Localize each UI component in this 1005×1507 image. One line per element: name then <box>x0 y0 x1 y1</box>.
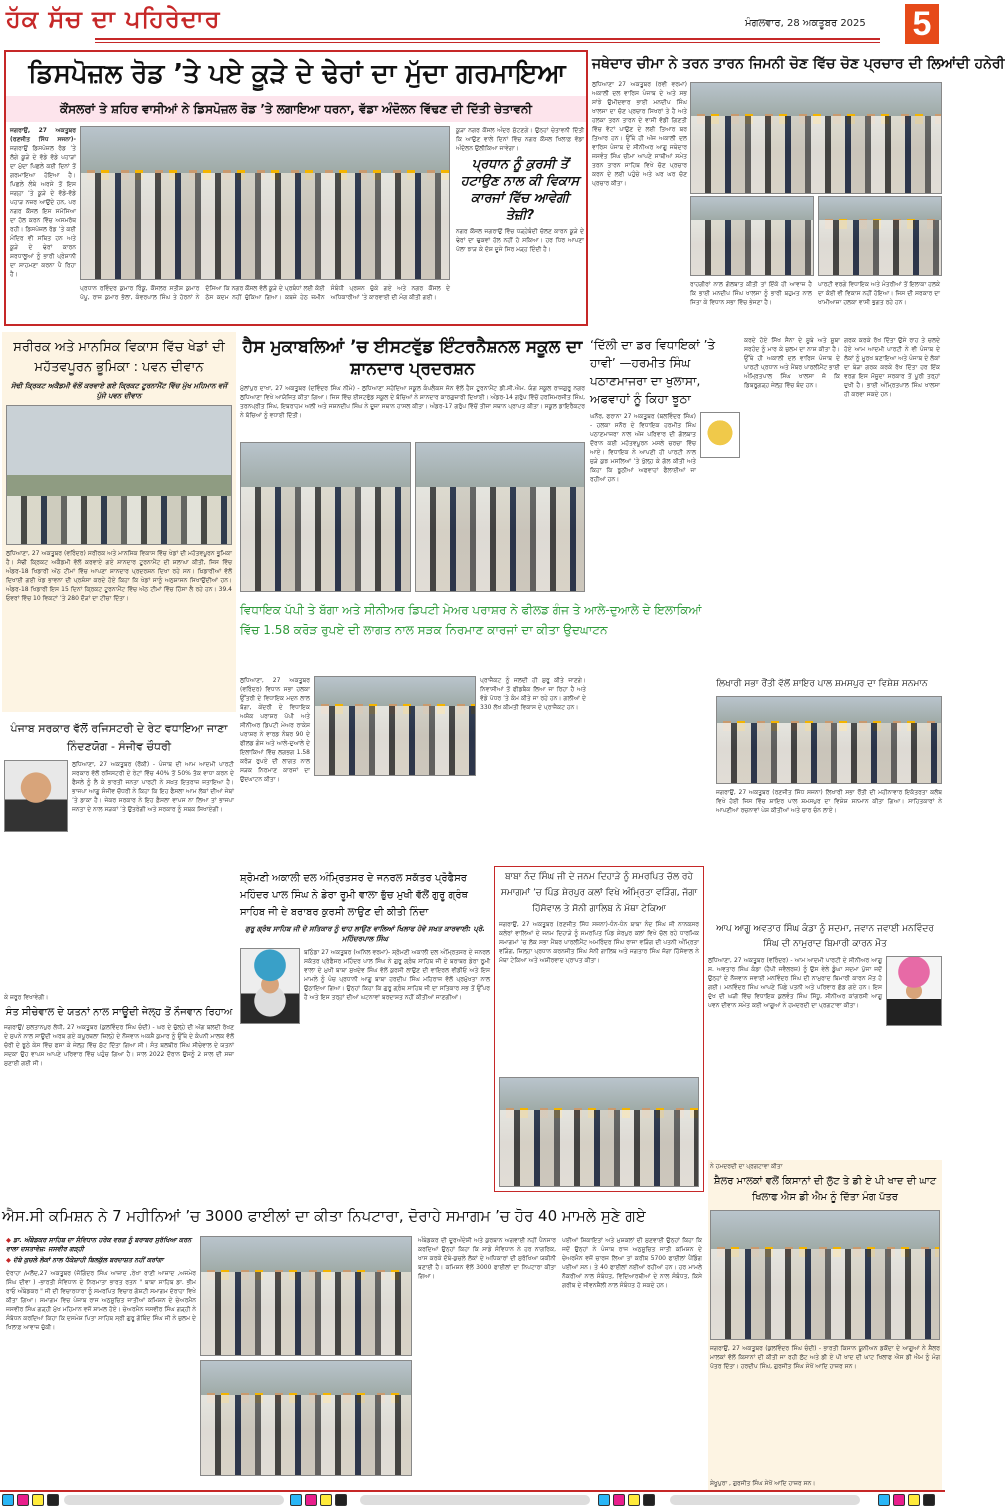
hass-photo-left <box>240 442 411 592</box>
sheller-story <box>708 1160 942 1490</box>
seechewal-body: ਜਗਰਾਉਂ/ ਸੁਲਤਾਨਪੁਰ ਲੋਧੀ, 27 ਅਕਤੂਬਰ (ਕੁਲਵਿੰਦਰ ਸਿੰਘ ਚੰਦੀ) - ਘਰ ਦੇ ਚੁੱਲ੍ਹੇ ਦੀ ਅੱਗ ਬਲਦੀ ਰੱਖਣ ਦੇ ਸੁਪਨੇ ਨਾਲ ਸਾਊਦੀ ਅਰਬ ਗਏ ਕਪੂਰਥਲਾ ਜ਼ਿਲ੍ਹੇ ਦੇ ਨੌਜਵਾਨ ਅਕਸ਼ੈ ਕੁਮਾਰ ਨੂੰ ਉੱਥੇ ਦੇ ਕੰਪਨੀ ਮਾਲਕ ਵੱਲੋਂ ਚੋਰੀ ਦੇ ਝੂਠੇ ਕੇਸ ਵਿੱਚ ਫਸਾ ਕੇ ਜੇਲ੍ਹ ਵਿੱਚ ਸੁੱਟ ਦਿੱਤਾ ਗਿਆ ਸੀ। ਸੰਤ ਬਲਬੀਰ ਸਿੰਘ ਸੀਚੇਵਾਲ ਦੇ ਯਤਨਾਂ ਸਦਕਾ ਉਹ ਵਾਪਸ ਆਪਣੇ ਪਰਿਵਾਰ ਵਿੱਚ ਪਹੁੰਚ ਗਿਆ ਹੈ। ਸਾਲ 2022 ਦੌਰਾਨ ਉਸਨੂੰ 2 ਸਾਲ ਦੀ ਸਜ਼ਾ ਸੁਣਾਈ ਗਈ ਸੀ। <box>4 1024 234 1067</box>
cmyk-swatch <box>47 1494 59 1506</box>
kanda-closing: ਨੇ ਹਮਦਰਦੀ ਦਾ ਪ੍ਰਗਟਾਵਾ ਕੀਤਾ <box>710 1163 783 1170</box>
seechewal-story <box>2 1004 236 1192</box>
registry-body: ਲੁਧਿਆਣਾ, 27 ਅਕਤੂਬਰ (ਰੌਕੀ) - ਪੰਜਾਬ ਦੀ ਆਮ ਆਦਮੀ ਪਾਰਟੀ ਸਰਕਾਰ ਵੱਲੋਂ ਰਜਿਸਟਰੀ ਦੇ ਰੇਟਾਂ ਵਿੱਚ 40% ਤੋਂ 50% ਤੱਕ ਵਾਧਾ ਕਰਨ ਦੇ ਫੈਸਲੇ ਨੂੰ ਲੈ ਕੇ ਭਾਰਤੀ ਜਨਤਾ ਪਾਰਟੀ ਨੇ ਸਖ਼ਤ ਇਤਰਾਜ਼ ਜਤਾਇਆ ਹੈ। ਭਾਜਪਾ ਆਗੂ ਸੰਜੀਵ ਚੌਧਰੀ ਨੇ ਕਿਹਾ ਕਿ ਇਹ ਫੈਸਲਾ ਆਮ ਲੋਕਾਂ ਦੀਆਂ ਜੇਬਾਂ ’ਤੇ ਡਾਕਾ ਹੈ। ਜੇਕਰ ਸਰਕਾਰ ਨੇ ਇਹ ਫ਼ੈਸਲਾ ਵਾਪਸ ਨਾ ਲਿਆ ਤਾਂ ਭਾਜਪਾ ਜਨਤਾ ਦੇ ਨਾਲ ਸੜਕਾਂ ’ਤੇ ਉਤਰੇਗੀ ਅਤੇ ਸਰਕਾਰ ਨੂੰ ਸਬਕ ਸਿਖਾਏਗੀ। <box>72 761 234 813</box>
lead-story <box>4 50 588 326</box>
kurbani-headline: ਸ਼੍ਰੋਮਣੀ ਅਕਾਲੀ ਦਲ ਅੰਮ੍ਰਿਤਸਰ ਦੇ ਜਨਰਲ ਸਕੱਤਰ ਪ੍ਰੋਫੈਸਰ ਮਹਿੰਦਰ ਪਾਲ ਸਿੰਘ ਨੇ ਡੇਰਾ ਰੂਮੀ ਵਾਲਾ ਭੁੱਚ ਮੁਖੀ ਵੱਲੋਂ ਗੁਰੂ ਗ੍ਰੰਥ ਸਾਹਿਬ ਜੀ ਦੇ ਬਰਾਬਰ ਕੁਰਸੀ ਲਾਉਣ ਦੀ ਕੀਤੀ ਨਿੰਦਾ <box>240 873 468 918</box>
kanda-headline: ਆਪ ਆਗੂ ਅਵਤਾਰ ਸਿੰਘ ਕੰਡਾ ਨੂੰ ਸਦਮਾ, ਜਵਾਨ ਜਵਾਈ ਮਨਵਿੰਦਰ ਸਿੰਘ ਦੀ ਨਾਮੁਰਾਦ ਬਿਮਾਰੀ ਕਾਰਨ ਮੌਤ <box>716 924 934 949</box>
cmyk-swatch <box>598 1494 610 1506</box>
sc-audience-photo <box>200 1236 412 1356</box>
sc-body-3: ਪਈਆਂ ਸ਼ਿਕਾਇਤਾਂ ਅਤੇ ਮੁਸ਼ਕਲਾਂ ਦੀ ਸੁਣਵਾਈ ਉਨ੍ਹਾਂ ਕਿਹਾ ਕਿ ਜਦੋਂ ਉਨ੍ਹਾਂ ਨੇ ਪੰਜਾਬ ਰਾਜ ਅਨੁਸੂਚਿਤ ਜਾਤੀ ਕਮਿਸ਼ਨ ਦੇ ਚੇਅਰਮੈਨ ਵਜੋਂ ਚਾਰਜ ਲਿਆ ਤਾਂ ਕਰੀਬ 5700 ਫਾਈਲਾਂ ਪੈਂਡਿੰਗ ਪਈਆਂ ਸਨ। ਤੇ 40 ਫਾਈਲਾਂ ਨਈਆਂ ਰਹੀਆਂ ਹਨ। ਹਰ ਮਾਮਲੇ ਨੌਕਰੀਆਂ ਨਾਲ ਸੰਬੰਧਤ, ਵਿਦਿਆਰਥੀਆਂ ਦੇ ਨਾਲ ਸੰਬੰਧਤ, ਕਿਸੇ ਗਰੀਬ ਦੇ ਜੀਵਨਸ਼ੈਲੀ ਨਾਲ ਸੰਬੰਧਤ ਹੋ ਸਕਦੇ ਹਨ। <box>562 1237 702 1289</box>
likhari-award-photo <box>716 696 942 784</box>
newspaper-logo <box>6 4 221 33</box>
cmyk-swatch <box>2 1494 14 1506</box>
cmyk-swatch <box>893 1494 905 1506</box>
hass-photo-right <box>415 442 586 592</box>
cmyk-swatch <box>290 1494 302 1506</box>
lead-dateline: ਜਗਰਾਉਂ, 27 ਅਕਤੂਬਰ (ਰਣਜੀਤ ਸਿੱਧ ਸਜਨਾ)- <box>10 127 76 143</box>
lead-side-body: ਨਗਰ ਕੌਂਸਲ ਜਗਰਾਉਂ ਵਿੱਚ ਧੜ੍ਹੇਬੰਦੀ ਚੱਲਣ ਕਾਰਨ ਕੂੜੇ ਦੇ ਢੇਰਾਂ ਦਾ ਢੁਕਵਾਂ ਹੱਲ ਨਹੀਂ ਹੋ ਸਕਿਆ। ਹਰ ਧਿਰ ਆਪਣਾ ਪੱਲਾ ਝਾੜ ਕੇ ਦੋਸ਼ ਦੂਜੇ ਸਿਰ ਮੜ੍ਹ ਦਿੰਦੀ ਹੈ। <box>456 228 584 253</box>
lead-body-right: ਕੂੜਾ ਨਗਰ ਕੌਂਸਲ ਅੰਦਰ ਸੁੱਟਣਗੇ। ਉਨ੍ਹਾਂ ਚੇਤਾਵਨੀ ਦਿੱਤੀ ਕਿ ਆਉਣ ਵਾਲੇ ਦਿਨਾਂ ਵਿੱਚ ਨਗਰ ਕੌਂਸਲ ਖਿਲਾਫ਼ ਵੱਡਾ ਅੰਦੋਲਨ ਉਲੀਕਿਆ ਜਾਵੇਗਾ। <box>456 127 584 152</box>
lead-protest-photo <box>80 126 450 280</box>
registration-pill <box>670 1495 860 1505</box>
sc-body: ਦੋਰਾਹਾ /ਮਲੌਦ,27 ਅਕਤੂਬਰ (ਜੋਗਿੰਦਰ ਸਿੰਘ ਆਜ਼ਾਦ ,ਰੇਖਾ ਰਾਣੀ ਆਜ਼ਾਦ ,ਅਜਮੇਰ ਸਿੰਘ ਦੀਵਾ ) -ਭਾਰਤੀ ਸੰਵਿਧਾਨ ਦੇ ਨਿਰਮਾਤਾ ਭਾਰਤ ਰਤਨ " ਬਾਬਾ ਸਾਹਿਬ ਡਾ. ਭੀਮ ਰਾਓ ਅੰਬੇਡਕਰ " ਜੀ ਦੀ ਵਿਚਾਰਧਾਰਾ ਨੂੰ ਸਮਰਪਿਤ ਵਿਚਾਰ ਗੋਸ਼ਟੀ ਸਮਾਗਮ ਦੋਰਾਹਾ ਵਿਖੇ ਕੀਤਾ ਗਿਆ। ਸਮਾਗਮ ਵਿਚ ਪੰਜਾਬ ਰਾਜ ਅਨੁਸੂਚਿਤ ਜਾਤੀਆਂ ਕਮਿਸ਼ਨ ਦੇ ਚੇਅਰਮੈਨ ਜਸਵੀਰ ਸਿੰਘ ਗੜ੍ਹੀ ਮੁੱਖ ਮਹਿਮਾਨ ਵਜੋਂ ਸ਼ਾਮਲ ਹੋਏ। ਚੇਅਰਮੈਨ ਜਸਵੀਰ ਸਿੰਘ ਗੜ੍ਹੀ ਨੇ ਸੰਬੋਧਨ ਕਰਦਿਆਂ ਕਿਹਾ ਕਿ ਦਸਮੇਸ਼ ਪਿਤਾ ਸਾਹਿਬ ਸ੍ਰੀ ਗੁਰੂ ਗੋਬਿੰਦ ਸਿੰਘ ਜੀ ਨੇ ਜ਼ੁਲਮ ਦੇ ਖਿਲਾਫ਼ ਆਵਾਜ਼ ਚੁੱਕੀ। <box>6 1270 196 1331</box>
delhi-col-2: ਕਰਦੇ ਹੋਏ ਸਿੱਖ ਸੈਨਾ ਦੇ ਸੂਬੇ ਅਤੇ ਸੂਬਾ ਸਰਹੰਦ ਨੂੰ ਮਾਰ ਕੇ ਜ਼ੁਲਮ ਦਾ ਨਾਸ਼ ਕੀਤਾ ਹੈ। ਉੱਥੇ ਹੀ ਅਕਾਲੀ ਦਲ ਵਾਰਿਸ ਪੰਜਾਬ ਦੇ ਪਾਰਟੀ ਪ੍ਰਧਾਨ ਅਤੇ ਮੈਂਬਰ ਪਾਰਲੀਮੈਂਟ ਭਾਈ ਅੰਮ੍ਰਿਤਪਾਲ ਸਿੰਘ ਖਾਲਸਾ ਜੋ ਕਿ ਡਿਬਰੂਗੜ੍ਹ ਜੇਲ੍ਹ ਵਿੱਚ ਬੰਦ ਹਨ। <box>744 337 840 389</box>
lead-body-bottom: ਪ੍ਰਧਾਨ ਰਵਿੰਦਰ ਕੁਮਾਰ ਰਿੰਕੂ, ਕੌਂਸਲਰ ਸਤੀਸ਼ ਕੁਮਾਰ ਪੱਪੂ, ਰਾਜ ਕੁਮਾਰ ਭੱਲਾ, ਕੰਵਰਪਾਲ ਸਿੰਘ ਤੇ ਹੋਰਨਾਂ ਨੇ ਦੱਸਿਆ ਕਿ ਨਗਰ ਕੌਂਸਲ ਵੱਲੋਂ ਕੂੜੇ ਦੇ ਪ੍ਰਬੰਧਾਂ ਲਈ ਕੋਈ ਠੋਸ ਕਦਮ ਨਹੀਂ ਚੁੱਕਿਆ ਗਿਆ। ਕਬਜ਼ੇ ਹੇਠ ਜ਼ਮੀਨ ਸੰਬੰਧੀ ਪ੍ਰਸ਼ਨ ਚੁੱਕੇ ਗਏ ਅਤੇ ਨਗਰ ਕੌਂਸਲ ਦੇ ਅਧਿਕਾਰੀਆਂ ’ਤੇ ਕਾਰਵਾਈ ਦੀ ਮੰਗ ਕੀਤੀ ਗਈ। <box>80 285 450 301</box>
likhari-body: ਜਗਰਾਉਂ, 27 ਅਕਤੂਬਰ (ਰਣਜੀਤ ਸਿੱਧ ਸਜਨਾ) ਲਿਖਾਰੀ ਸਭਾ ਰੌਂਤੀ ਦੀ ਮਹੀਨਾਵਾਰ ਇਕੱਤਰਤਾ ਕਲੱਬ ਵਿਖੇ ਹੋਈ ਜਿਸ ਵਿੱਚ ਸ਼ਾਇਰ ਪਾਲ ਸ਼ਮਸਪੁਰ ਦਾ ਵਿਸ਼ੇਸ਼ ਸਨਮਾਨ ਕੀਤਾ ਗਿਆ। ਸਾਹਿਤਕਾਰਾਂ ਨੇ ਆਪਣੀਆਂ ਰਚਨਾਵਾਂ ਪੇਸ਼ ਕੀਤੀਆਂ ਅਤੇ ਚਾਰ ਚੰਨ ਲਾਏ। <box>716 789 942 814</box>
likhari-story <box>716 676 942 872</box>
kanda-body: ਲੁਧਿਆਣਾ, 27 ਅਕਤੂਬਰ (ਵਰਿੰਦਰ) - ਆਮ ਆਦਮੀ ਪਾਰਟੀ ਦੇ ਸੀਨੀਅਰ ਆਗੂ ਸ. ਅਵਤਾਰ ਸਿੰਘ ਕੰਡਾ (ਹੈਪੀ ਜਵੈਲਰਜ਼) ਨੂੰ ਉਸ ਵੇਲੇ ਡੂੰਘਾ ਸਦਮਾ ਪੁੱਜਾ ਜਦੋਂ ਉਨ੍ਹਾਂ ਦੇ ਨੌਜਵਾਨ ਜਵਾਈ ਮਨਵਿੰਦਰ ਸਿੰਘ ਦੀ ਨਾਮੁਰਾਦ ਬਿਮਾਰੀ ਕਾਰਨ ਮੌਤ ਹੋ ਗਈ। ਮਨਵਿੰਦਰ ਸਿੰਘ ਆਪਣੇ ਪਿੱਛੇ ਪਤਨੀ ਅਤੇ ਪਰਿਵਾਰ ਛੱਡ ਗਏ ਹਨ। ਇਸ ਦੁੱਖ ਦੀ ਘੜੀ ਵਿੱਚ ਵਿਧਾਇਕ ਕੁਲਵੰਤ ਸਿੰਘ ਸਿੱਧੂ, ਸੀਨੀਅਰ ਕਾਂਗਰਸੀ ਆਗੂ ਪਵਨ ਦੀਵਾਨ ਸਮੇਤ ਕਈ ਆਗੂਆਂ ਨੇ ਹਮਦਰਦੀ ਦਾ ਪ੍ਰਗਟਾਵਾ ਕੀਤਾ। <box>708 957 882 1009</box>
sheller-body: ਜਗਰਾਉਂ, 27 ਅਕਤੂਬਰ (ਕੁਲਵਿੰਦਰ ਸਿੰਘ ਚੰਦੀ) - ਭਾਰਤੀ ਕਿਸਾਨ ਯੂਨੀਅਨ ਡਕੌਂਦਾ ਦੇ ਆਗੂਆਂ ਨੇ ਸ਼ੈਲਰ ਮਾਲਕਾਂ ਵੱਲੋਂ ਕਿਸਾਨਾਂ ਦੀ ਕੀਤੀ ਜਾ ਰਹੀ ਲੁੱਟ ਅਤੇ ਡੀ ਏ ਪੀ ਖਾਦ ਦੀ ਘਾਟ ਖਿਲਾਫ ਐਸ ਡੀ ਐਮ ਨੂੰ ਮੰਗ ਪੱਤਰ ਦਿੱਤਾ। ਹਰਦੀਪ ਸਿੰਘ, ਗੁਰਜੀਤ ਸਿੰਘ ਸੇਖੋਂ ਆਦਿ ਹਾਜ਼ਰ ਸਨ। <box>710 1345 940 1370</box>
sc-bullet-2 <box>6 1256 196 1265</box>
delhi-body: ਘਨੌਰ, ਫਰਾਨਾ 27 ਅਕਤੂਬਰ (ਬਲਵਿੰਦਰ ਸਿੰਘ) - ਹਲਕਾ ਸਨੌਰ ਦੇ ਵਿਧਾਇਕ ਹਰਮੀਤ ਸਿੰਘ ਪਠਾਣਮਾਜਰਾ ਨਾਲ ਅੱਜ ਪਰਿਵਾਰ ਦੀ ਗੱਲਬਾਤ ਦੌਰਾਨ ਕਈ ਮਹੱਤਵਪੂਰਨ ਮਸਲੇ ਚਰਚਾ ਵਿੱਚ ਆਏ। ਵਿਧਾਇਕ ਨੇ ਆਪਣੀ ਹੀ ਪਾਰਟੀ ਨਾਲ ਜੁੜੇ ਕੁਝ ਮਸਲਿਆਂ ’ਤੇ ਖੁੱਲ੍ਹ ਕੇ ਗੱਲ ਕੀਤੀ ਅਤੇ ਕਿਹਾ ਕਿ ਝੂਠੀਆਂ ਅਫਵਾਹਾਂ ਫੈਲਾਈਆਂ ਜਾ ਰਹੀਆਂ ਹਨ। <box>590 413 696 483</box>
cmyk-swatch <box>32 1494 44 1506</box>
cmyk-swatch <box>320 1494 332 1506</box>
kanda-story <box>708 920 942 1158</box>
jathedar-story <box>592 50 1005 328</box>
sheller-closing: ਸ਼ੇਖੂਪੁਰਾ , ਗੁਰਜੀਤ ਸਿੰਘ ਸੇਖੋਂ ਆਦਿ ਹਾਜ਼ਰ ਸਨ। <box>710 1480 816 1487</box>
registry-story <box>2 716 236 1002</box>
baba-nand-story <box>494 866 704 1192</box>
jathedar-photo-main <box>690 82 942 194</box>
cmyk-swatch <box>335 1494 347 1506</box>
kurbani-subheadline: ਗੁਰੂ ਗ੍ਰੰਥ ਸਾਹਿਬ ਜੀ ਦੇ ਸਤਿਕਾਰ ਨੂੰ ਢਾਹ ਲਾਉਣ ਵਾਲਿਆਂ ਖਿਲਾਫ ਹੋਵੇ ਸਖਤ ਕਾਰਵਾਈ: ਪ੍ਰੋ. ਮਹਿੰਦਰਪਾਲ ਸਿੰਘ <box>245 925 485 943</box>
sc-left-column <box>6 1236 196 1482</box>
kurbani-story <box>240 868 490 1192</box>
jathedar-photo-meeting <box>690 196 814 276</box>
masthead-rule <box>95 38 880 40</box>
kanda-portrait-photo <box>886 956 942 1026</box>
footer-rule <box>0 1490 945 1492</box>
lead-right-column <box>456 126 584 324</box>
delhi-story <box>590 332 942 572</box>
sc-bullet-2-text: ਦੱਬੇ ਕੁਚਲੇ ਲੋਕਾਂ ਨਾਲ ਧੱਕੇਸ਼ਾਹੀ ਬਿਲਕੁੱਲ ਬਰਦਾਸ਼ਤ ਨਹੀਂ ਕਰਾਂਗਾ <box>13 1256 164 1264</box>
registry-headline: ਪੰਜਾਬ ਸਰਕਾਰ ਵੱਲੋਂ ਰਜਿਸਟਰੀ ਦੇ ਰੇਟ ਵਧਾਇਆ ਜਾਣਾ ਨਿੰਦਣਯੋਗ - ਸੰਜੀਵ ਚੌਧਰੀ <box>10 722 228 753</box>
jathedar-photo-street <box>818 196 942 276</box>
cmyk-swatch <box>878 1494 890 1506</box>
masthead <box>0 0 945 48</box>
sports-body: ਲੁਧਿਆਣਾ, 27 ਅਕਤੂਬਰ (ਵਰਿੰਦਰ) ਸਰੀਰਕ ਅਤੇ ਮਾਨਸਿਕ ਵਿਕਾਸ ਵਿੱਚ ਖੇਡਾਂ ਦੀ ਮਹੱਤਵਪੂਰਨ ਭੂਮਿਕਾ ਹੈ। ਸੋਢੀ ਕ੍ਰਿਕਟ ਅਕੈਡਮੀ ਵੱਲੋਂ ਕਰਵਾਏ ਗਏ ਸ਼ਾਨਦਾਰ ਟੂਰਨਾਮੈਂਟ ਦੀ ਸ਼ਲਾਘਾ ਕੀਤੀ, ਜਿਸ ਵਿੱਚ ਅੰਡਰ-18 ਖਿਡਾਰੀ ਅੱਠ ਟੀਮਾਂ ਵਿੱਚ ਆਪਣਾ ਸ਼ਾਨਦਾਰ ਪ੍ਰਦਰਸ਼ਨ ਦਿਖਾ ਰਹੇ ਸਨ। ਖ਼ਿਡਾਰੀਆਂ ਵੱਲੋਂ ਦਿਖਾਈ ਗਈ ਖੇਡ ਭਾਵਨਾ ਦੀ ਪ੍ਰਸ਼ੰਸਾ ਕਰਦੇ ਹੋਏ ਕਿਹਾ ਕਿ ਖੇਡਾਂ ਸਾਨੂੰ ਅਨੁਸ਼ਾਸਨ ਸਿਖਾਉਂਦੀਆਂ ਹਨ। ਅੰਡਰ-18 ਖਿਡਾਰੀ ਇਸ 15 ਦਿਨਾਂ ਕ੍ਰਿਕਟ ਟੂਰਨਾਮੈਂਟ ਵਿੱਚ ਅੱਠ ਟੀਮਾਂ ਵਿੱਚ ਹਿੱਸਾ ਲੈ ਰਹੇ ਹਨ। 39.4 ਓਵਰਾਂ ਵਿੱਚ 10 ਵਿਕਟਾਂ ’ਤੇ 280 ਦੌੜਾਂ ਦਾ ਟੀਚਾ ਦਿੱਤਾ। <box>6 550 232 602</box>
lead-body-left-text: ਜਗਰਾਉਂ ਡਿਸਪੋਜ਼ਲ ਰੋਡ ’ਤੇ ਲੱਗੇ ਕੂੜੇ ਦੇ ਵੱਡੇ ਵੱਡੇ ਪਹਾੜਾਂ ਦਾ ਮੁੱਦਾ ਪਿਛਲੇ ਕਈ ਦਿਨਾਂ ਤੋਂ ਗਰਮਾਇਆ ਹੋਇਆ ਹੈ। ਪਿਛਲੇ ਲੰਬੇ ਅਰਸੇ ਤੋਂ ਇਸ ਜਗ੍ਹਾ ’ਤੇ ਕੂੜੇ ਦੇ ਵੱਡੇ-ਵੱਡੇ ਪਹਾੜ ਨਜ਼ਰ ਆਉਂਦੇ ਹਨ, ਪਰ ਨਗਰ ਕੌਂਸਲ ਇਸ ਸਮੱਸਿਆ ਦਾ ਹੱਲ ਕਰਨ ਵਿੱਚ ਅਸਮਰੱਥ ਰਹੀ। ਡਿਸਪੋਜ਼ਲ ਰੋਡ ’ਤੇ ਕਈ ਮੰਦਿਰ ਵੀ ਸਥਿਤ ਹਨ ਅਤੇ ਕੂੜੇ ਦੇ ਢੇਰਾਂ ਕਾਰਨ ਸ਼ਰਧਾਲੂਆਂ ਨੂੰ ਭਾਰੀ ਪ੍ਰੇਸ਼ਾਨੀ ਦਾ ਸਾਹਮਣਾ ਕਰਨਾ ਪੈ ਰਿਹਾ ਹੈ। <box>10 145 76 278</box>
cmyk-swatch <box>923 1494 935 1506</box>
lead-body-left <box>10 126 76 324</box>
registration-pill <box>360 1495 590 1505</box>
hass-body: ਮੁੱਲਾਂਪੁਰ ਦਾਖਾ, 27 ਅਕਤੂਬਰ (ਦਵਿੰਦਰ ਸਿੰਘ ਨੀਮੇ) - ਲੁਧਿਆਣਾ ਸਹੋਦਿਆ ਸਕੂਲ ਕੰਪਲੈਕਸ ਜੋਨ ਵੱਲੋਂ ਹੈਸ ਟੂਰਨਾਮੈਂਟ ਡੀ.ਸੀ.ਐਮ. ਯੰਗ ਸਕੂਲ ਰਾਜਗੁਰੂ ਨਗਰ ਲੁਧਿਆਣਾ ਵਿਖੇ ਆਯੋਜਿਤ ਕੀਤਾ ਗਿਆ। ਜਿਸ ਵਿੱਚ ਈਸਟਵੁੱਡ ਸਕੂਲ ਦੇ ਬੱਚਿਆਂ ਨੇ ਸ਼ਾਨਦਾਰ ਕਾਰਗੁਜ਼ਾਰੀ ਦਿਖਾਈ। ਅੰਡਰ-14 ਗਰੁੱਪ ਵਿੱਚੋਂ ਹਰਸਿਮਰਜੀਤ ਸਿੰਘ, ਤਰਨਪ੍ਰੀਤ ਸਿੰਘ, ਇਬਰਾਹਮ ਅਲੀ ਅਤੇ ਜਸ਼ਨਦੀਪ ਸਿੰਘ ਨੇ ਦੂਜਾ ਸਥਾਨ ਹਾਸਲ ਕੀਤਾ। ਅੰਡਰ-17 ਗਰੁੱਪ ਵਿੱਚੋਂ ਤੀਜਾ ਸਥਾਨ ਪ੍ਰਾਪਤ ਕੀਤਾ। ਸਕੂਲ ਡਾਇਰੈਕਟਰ ਨੇ ਬੱਚਿਆਂ ਨੂੰ ਵਧਾਈ ਦਿੱਤੀ। <box>240 385 585 419</box>
pappi-body: ਲੁਧਿਆਣਾ, 27 ਅਕਤੂਬਰ (ਵਰਿੰਦਰ) ਵਿਧਾਨ ਸਭਾ ਹਲਕਾ ਉੱਤਰੀ ਦੇ ਵਿਧਾਇਕ ਮਦਨ ਲਾਲ ਬੱਗਾ, ਕੇਂਦਰੀ ਦੇ ਵਿਧਾਇਕ ਅਸ਼ੋਕ ਪਰਾਸ਼ਰ ਪੱਪੀ ਅਤੇ ਸੀਨੀਅਰ ਡਿਪਟੀ ਮੇਅਰ ਰਾਕੇਸ਼ ਪਰਾਸ਼ਰ ਨੇ ਵਾਰਡ ਨੰਬਰ 90 ਦੇ ਫੀਲਡ ਗੰਜ ਅਤੇ ਆਲੇ-ਦੁਆਲੇ ਦੇ ਇਲਾਕਿਆਂ ਵਿੱਚ ਲਗਭਗ 1.58 ਕਰੋੜ ਰੁਪਏ ਦੀ ਲਾਗਤ ਨਾਲ ਸੜਕ ਨਿਰਮਾਣ ਕਾਰਜਾਂ ਦਾ ਉਦਘਾਟਨ ਕੀਤਾ। <box>240 677 310 783</box>
sc-headline: ਐਸ.ਸੀ ਕਮਿਸ਼ਨ ਨੇ 7 ਮਹੀਨਿਆਂ ’ਚ 3000 ਫਾਈਲਾਂ ਦਾ ਕੀਤਾ ਨਿਪਟਾਰਾ, ਦੋਰਾਹੇ ਸਮਾਗਮ ’ਚ ਹੋਰ 40 ਮਾਮਲੇ ਸੁਣੇ ਗਏ <box>2 1207 646 1225</box>
jathedar-body-1: ਲੁਧਿਆਣਾ 27 ਅਕਤੂਬਰ (ਰਵੀ ਵਰਮਾ) ਅਕਾਲੀ ਦਲ ਵਾਰਿਸ ਪੰਜਾਬ ਦੇ ਅਤੇ ਸਭ ਸਾਂਝੇ ਉਮੀਦਵਾਰ ਭਾਈ ਮਨਦੀਪ ਸਿੰਘ ਖਾਲਸਾ ਦਾ ਚੋਣ ਪ੍ਰਚਾਰ ਸਿਖਰਾਂ ਤੇ ਹੈ ਅਤੇ ਹਲਕਾ ਤਰਨ ਤਾਰਨ ਦੇ ਵਾਸੀ ਵੱਡੀ ਗਿਣਤੀ ਵਿੱਚ ਵੋਟਾਂ ਪਾਉਣ ਦੇ ਲਈ ਤਿਆਰ ਬਰ ਤਿਆਰ ਹਨ। ਉੱਥੇ ਹੀ ਅੱਜ ਅਕਾਲੀ ਦਲ ਵਾਰਿਸ ਪੰਜਾਬ ਦੇ ਸੀਨੀਅਰ ਆਗੂ ਜਥੇਦਾਰ ਜਸਵੰਤ ਸਿੰਘ ਚੀਮਾ ਆਪਣੇ ਸਾਥੀਆਂ ਸਮੇਤ ਤਰਨ ਤਾਰਨ ਸਾਹਿਬ ਵਿਖੇ ਚੋਣ ਪ੍ਰਚਾਰ ਕਰਨ ਦੇ ਲਈ ਪਹੁੰਚੇ ਅਤੇ ਘਰ ਘਰ ਚੋਣ ਪ੍ਰਚਾਰ ਕੀਤਾ। <box>592 81 687 187</box>
sheller-memorandum-photo <box>710 1210 940 1340</box>
jathedar-body-2: ਰਾਹਗੀਰਾਂ ਨਾਲ ਗੱਲਬਾਤ ਕੀਤੀ ਤਾਂ ਇੱਕੋ ਹੀ ਆਵਾਜ਼ ਹੈ ਕਿ ਭਾਈ ਮਨਦੀਪ ਸਿੰਘ ਖਾਲਸਾ ਨੂੰ ਭਾਰੀ ਬਹੁਮਤ ਨਾਲ ਜਿਤਾ ਕੇ ਵਿਧਾਨ ਸਭਾ ਵਿੱਚ ਭੇਜਣਾ ਹੈ। <box>690 281 812 306</box>
jathedar-headline: ਜਥੇਦਾਰ ਚੀਮਾ ਨੇ ਤਰਨ ਤਾਰਨ ਜਿਮਨੀ ਚੋਣ ਵਿੱਚ ਚੋਣ ਪ੍ਰਚਾਰ ਦੀ ਲਿਆਂਦੀ ਹਨੇਰੀ <box>592 56 1005 72</box>
registry-closing: ਕੇ ਜ਼ਰੂਰ ਵਿਖਾਵੇਗੀ। <box>4 994 49 1001</box>
lead-subheadline: ਕੌਂਸਲਰਾਂ ਤੇ ਸ਼ਹਿਰ ਵਾਸੀਆਂ ਨੇ ਡਿਸਪੋਜ਼ਲ ਰੋਡ ’ਤੇ ਲਗਾਇਆ ਧਰਨਾ, ਵੱਡਾ ਅੰਦੋਲਨ ਵਿੱਢਣ ਦੀ ਦਿੱਤੀ ਚੇਤਾਵਨੀ <box>6 96 586 122</box>
jathedar-body-3: ਪਾਰਟੀ ਵਰਗੇ ਵਿਧਾਇਕ ਅਤੇ ਮੰਤਰੀਆਂ ਤੋਂ ਇਲਾਕਾ ਹਲਕੇ ਦਾ ਕੋਈ ਵੀ ਵਿਕਾਸ ਨਹੀਂ ਹੋਇਆ। ਜਿਸ ਦੀ ਸਰਕਾਰ ਦਾ ਖਾਮੀਆਜ਼ਾ ਹਲਕਾ ਵਾਸੀ ਭੁਗਤ ਰਹੇ ਹਨ। <box>818 281 940 306</box>
cmyk-swatch <box>613 1494 625 1506</box>
sc-bullet-1-text: ਡਾ. ਅੰਬੇਡਕਰ ਸਾਹਿਬ ਦਾ ਸੰਵਿਧਾਨ ਹਰੇਕ ਵਰਗ ਨੂੰ ਬਰਾਬਰ ਸੁਰੱਖਿਆ ਕਰਨ ਵਾਲਾ ਦਸਤਾਵੇਜ਼: ਜਸਵੀਰ ਗੜ੍ਹੀ <box>6 1236 192 1253</box>
pappi-ceremony-photo <box>314 676 476 776</box>
registry-portrait-photo <box>4 760 68 832</box>
sports-story <box>2 332 236 712</box>
hass-story <box>240 332 585 592</box>
baba-nand-gathering-photo <box>499 1077 699 1187</box>
issue-date: ਮੰਗਲਵਾਰ, 28 ਅਕਤੂਬਰ 2025 <box>745 18 866 29</box>
sc-commission-story <box>2 1196 704 1486</box>
pappi-body-2: ਪ੍ਰਾਜੈਕਟ ਨੂੰ ਜਲਦੀ ਹੀ ਸ਼ੁਰੂ ਕੀਤੇ ਜਾਣਗੇ। ਨਿਵਾਸੀਆਂ ਤੋਂ ਫੀਡਬੈਕ ਲਿਆ ਜਾ ਰਿਹਾ ਹੈ ਅਤੇ ਵੱਡੇ ਪੱਧਰ ’ਤੇ ਕੰਮ ਕੀਤੇ ਜਾ ਰਹੇ ਹਨ। ਗਲੀਆਂ ਦੇ 330 ਲੱਖ ਕੀਮਤੀ ਵਿਕਾਸ ਦੇ ਪ੍ਰਾਜੈਕਟ ਹਨ। <box>480 677 586 711</box>
baba-nand-headline: ਬਾਬਾ ਨੰਦ ਸਿੰਘ ਜੀ ਦੇ ਜਨਮ ਦਿਹਾੜੇ ਨੂੰ ਸਮਰਪਿਤ ਚੱਲ ਰਹੇ ਸਮਾਗਮਾਂ ’ਚ ਪਿੰਡ ਸ਼ੇਰਪੁਰ ਕਲਾਂ ਵਿਖੇ ਅੰਮ੍ਰਿਤਾ ਵੜਿੰਗ, ਜੱਗਾ ਹਿੱਸੋਵਾਲ ਤੇ ਸੋਨੀ ਗਾਲਿਬ ਨੇ ਮੱਥਾ ਟੇਕਿਆ <box>500 872 698 914</box>
print-registration-bar <box>0 1490 945 1507</box>
likhari-headline: ਲਿਖਾਰੀ ਸਭਾ ਰੌਂਤੀ ਵੱਲੋਂ ਸ਼ਾਇਰ ਪਾਲ ਸ਼ਮਸਪੁਰ ਦਾ ਵਿਸ਼ੇਸ਼ ਸਨਮਾਨ <box>716 679 928 689</box>
seechewal-headline: ਸੰਤ ਸੀਚੇਵਾਲ ਦੇ ਯਤਨਾਂ ਨਾਲ ਸਾਊਦੀ ਜੇਲ੍ਹ ਤੋਂ ਨੌਜਵਾਨ ਰਿਹਾਅ <box>5 1007 233 1018</box>
pappi-headline: ਵਿਧਾਇਕ ਪੱਪੀ ਤੇ ਬੱਗਾ ਅਤੇ ਸੀਨੀਅਰ ਡਿਪਟੀ ਮੇਅਰ ਪਰਾਸ਼ਰ ਨੇ ਫੀਲਡ ਗੰਜ ਤੇ ਆਲੇ-ਦੁਆਲੇ ਦੇ ਇਲਾਕਿਆਂ ਵਿੱਚ 1.58 ਕਰੋੜ ਰੁਪਏ ਦੀ ਲਾਗਤ ਨਾਲ ਸੜਕ ਨਿਰਮਾਣ ਕਾਰਜਾਂ ਦਾ ਕੀਤਾ ਉਦਘਾਟਨ <box>240 603 702 637</box>
hass-photos <box>240 442 585 592</box>
delhi-col-3: ਗਰਕ ਕਰਕੇ ਰੱਖ ਦਿੱਤਾ ਉਸੇ ਰਾਹ ਤੇ ਚਲਦੇ ਹੋਏ ਆਮ ਆਦਮੀ ਪਾਰਟੀ ਨੇ ਵੀ ਪੰਜਾਬ ਦੇ ਲੋਕਾਂ ਨੂੰ ਮੂਰਖ ਬਣਾਇਆ ਅਤੇ ਪੰਜਾਬ ਦੇ ਲੋਕਾਂ ਦਾ ਬੇੜਾ ਗਰਕ ਕਰਕੇ ਰੱਖ ਦਿੱਤਾ ਹਰ ਇੱਕ ਵਰਗ ਇਸ ਮੌਜੂਦਾ ਸਰਕਾਰ ਤੋਂ ਪੂਰੀ ਤਰ੍ਹਾਂ ਦੁਖੀ ਹੈ। ਭਾਈ ਅੰਮ੍ਰਿਤਪਾਲ ਸਿੰਘ ਖਾਲਸਾ ਹੀ ਕਰਵਾ ਸਕਦੇ ਹਨ। <box>844 337 940 398</box>
logo-text: ਹੱਕ ਸੱਚ ਦਾ ਪਹਿਰੇਦਾਰ <box>6 4 221 33</box>
sc-bullet-1 <box>6 1236 196 1254</box>
sheller-headline: ਸ਼ੈਲਰ ਮਾਲਕਾਂ ਵਲੋਂ ਕਿਸਾਨਾਂ ਦੀ ਲੁੱਟ ਤੇ ਡੀ ਏ ਪੀ ਖਾਦ ਦੀ ਘਾਟ ਖਿਲਾਫ ਐਸ ਡੀ ਐਮ ਨੂੰ ਦਿੱਤਾ ਮੰਗ ਪੱਤਰ <box>713 1176 937 1203</box>
cmyk-swatch <box>908 1494 920 1506</box>
delhi-portrait-photo <box>700 412 740 458</box>
page-number-badge: 5 <box>905 4 939 44</box>
cmyk-swatch <box>643 1494 655 1506</box>
masthead-rule-thin <box>95 42 880 43</box>
registration-pill <box>64 1495 284 1505</box>
lead-headline: ਡਿਸਪੋਜ਼ਲ ਰੋਡ ’ਤੇ ਪਏ ਕੂੜੇ ਦੇ ਢੇਰਾਂ ਦਾ ਮੁੱਦਾ ਗਰਮਾਇਆ <box>28 59 566 89</box>
kurbani-body: ਬਠਿੰਡਾ 27 ਅਕਤੂਬਰ (ਅਨਿਲ ਵਰਮਾ)- ਸ਼੍ਰੋਮਣੀ ਅਕਾਲੀ ਦਲ ਅੰਮ੍ਰਿਤਸਰ ਦੇ ਜਨਰਲ ਸਕੱਤਰ ਪ੍ਰੋਫੈਸਰ ਮਹਿੰਦਰ ਪਾਲ ਸਿੰਘ ਨੇ ਗੁਰੂ ਗ੍ਰੰਥ ਸਾਹਿਬ ਜੀ ਦੇ ਬਰਾਬਰ ਡੇਰਾ ਰੂਮੀ ਵਾਲਾ ਦੇ ਮੁਖੀ ਬਾਬਾ ਸੁਖਦੇਵ ਸਿੰਘ ਵੱਲੋਂ ਕੁਰਸੀ ਲਾਉਣ ਦੀ ਵਾਇਰਲ ਵੀਡੀਓ ਅਤੇ ਇਸ ਮਾਮਲੇ ਨੂੰ ਪੰਚ ਪ੍ਰਧਾਨੀ ਆਗੂ ਬਾਬਾ ਹਰਦੀਪ ਸਿੰਘ ਮਹਿਰਾਜ ਵੱਲੋਂ ਪ੍ਰਮੁੱਖਤਾ ਨਾਲ ਉਠਾਇਆ ਗਿਆ। ਉਨ੍ਹਾਂ ਕਿਹਾ ਕਿ ਗੁਰੂ ਗ੍ਰੰਥ ਸਾਹਿਬ ਜੀ ਦਾ ਸਤਿਕਾਰ ਸਭ ਤੋਂ ਉੱਪਰ ਹੈ ਅਤੇ ਇਸ ਤਰ੍ਹਾਂ ਦੀਆਂ ਘਟਨਾਵਾਂ ਬਰਦਾਸ਼ਤ ਨਹੀਂ ਕੀਤੀਆਂ ਜਾਣਗੀਆਂ। <box>304 949 490 1001</box>
cmyk-swatch <box>17 1494 29 1506</box>
baba-nand-body: ਜਗਰਾਉਂ, 27 ਅਕਤੂਬਰ (ਰਣਜੀਤ ਸਿੱਧ ਸਜਨਾ)-ਧੰਨ-ਧੰਨ ਬਾਬਾ ਨੰਦ ਸਿੰਘ ਜੀ ਨਾਨਕਸਰ ਕਲੇਰਾਂ ਵਾਲਿਆਂ ਦੇ ਜਨਮ ਦਿਹਾੜੇ ਨੂੰ ਸਮਰਪਿਤ ਪਿੰਡ ਸ਼ੇਰਪੁਰ ਕਲਾਂ ਵਿਖੇ ਚੱਲ ਰਹੇ ਧਾਰਮਿਕ ਸਮਾਗਮਾਂ ’ਚ ਲੋਕ ਸਭਾ ਮੈਂਬਰ ਪਾਰਲੀਮੈਂਟ ਅਮਰਿੰਦਰ ਸਿੰਘ ਰਾਜਾ ਵੜਿੰਗ ਦੀ ਪਤਨੀ ਅੰਮ੍ਰਿਤਾ ਵੜਿੰਗ, ਜ਼ਿਲ੍ਹਾ ਪ੍ਰਧਾਨ ਕਰਨਜੀਤ ਸਿੰਘ ਸੋਨੀ ਗਾਲਿਬ ਅਤੇ ਜਗਤਾਰ ਸਿੰਘ ਜੱਗਾ ਹਿੱਸੋਵਾਲ ਨੇ ਮੱਥਾ ਟੇਕਿਆ ਅਤੇ ਅਸ਼ੀਰਵਾਦ ਪ੍ਰਾਪਤ ਕੀਤਾ। <box>499 921 699 964</box>
hass-headline: ਹੈਸ ਮੁਕਾਬਲਿਆਂ ’ਚ ਈਸਟਵੁੱਡ ਇੰਟਰਨੈਸ਼ਨਲ ਸਕੂਲ ਦਾ ਸ਼ਾਨਦਾਰ ਪ੍ਰਦਰਸ਼ਨ <box>242 337 583 379</box>
sc-stage-photo <box>200 1360 412 1476</box>
delhi-left-column <box>590 336 740 570</box>
sc-body-2: ਅੰਬੇਡਕਰ ਦੀ ਦੂਰਅੰਦੇਸ਼ੀ ਅਤੇ ਕੁਰਬਾਨ ਅਗਵਾਈ ਨਹੀਂ ਪੈਨਸਾਰ ਕਰਦਿਆਂ ਉਨ੍ਹਾਂ ਕਿਹਾ ਕਿ ਸਾਡੇ ਸੰਵਿਧਾਨ ਨੇ ਹਰ ਨਾਗਰਿਕ, ਖਾਸ ਕਰਕੇ ਦੱਬੇ-ਕੁਚਲੇ ਲੋਕਾਂ ਦੇ ਅਧਿਕਾਰਾਂ ਦੀ ਸੁਰੱਖਿਆ ਯਕੀਨੀ ਬਣਾਈ ਹੈ। ਕਮਿਸ਼ਨ ਵੱਲੋਂ 3000 ਫਾਈਲਾਂ ਦਾ ਨਿਪਟਾਰਾ ਕੀਤਾ ਗਿਆ। <box>418 1237 556 1280</box>
lead-side-headline: ਪ੍ਰਧਾਨ ਨੂੰ ਕੁਰਸੀ ਤੋਂ ਹਟਾਉਣ ਨਾਲ ਕੀ ਵਿਕਾਸ ਕਾਰਜਾਂ ਵਿੱਚ ਆਵੇਗੀ ਤੇਜ਼ੀ? <box>460 157 580 223</box>
sports-subheadline: ਸੋਢੀ ਕ੍ਰਿਕਟ ਅਕੈਡਮੀ ਵੱਲੋਂ ਕਰਵਾਏ ਗਏ ਕ੍ਰਿਕਟ ਟੂਰਨਾਮੈਂਟ ਵਿੱਚ ਮੁੱਖ ਮਹਿਮਾਨ ਵਜੋਂ ਪੁੱਜੇ ਪਵਨ ਦੀਵਾਨ <box>10 382 228 400</box>
bullet-icon: ◆ <box>6 1256 14 1264</box>
delhi-headline: ‘ਦਿੱਲੀ ਦਾ ਡਰ ਵਿਧਾਇਕਾਂ ’ਤੇ ਹਾਵੀ’ —ਹਰਮੀਤ ਸਿੰਘ ਪਠਾਣਮਾਜਰਾ ਦਾ ਖੁਲਾਸਾ, ਅਫਵਾਹਾਂ ਨੂੰ ਕਿਹਾ ਝੂਠਾ <box>590 338 716 406</box>
cmyk-swatch <box>305 1494 317 1506</box>
bullet-icon: ◆ <box>6 1236 14 1244</box>
cmyk-swatch <box>628 1494 640 1506</box>
kurbani-portrait-photo <box>240 948 300 1024</box>
sports-team-photo <box>6 405 232 545</box>
sports-headline: ਸਰੀਰਕ ਅਤੇ ਮਾਨਸਿਕ ਵਿਕਾਸ ਵਿੱਚ ਖੇਡਾਂ ਦੀ ਮਹੱਤਵਪੂਰਨ ਭੂਮਿਕਾ : ਪਵਨ ਦੀਵਾਨ <box>13 340 225 375</box>
